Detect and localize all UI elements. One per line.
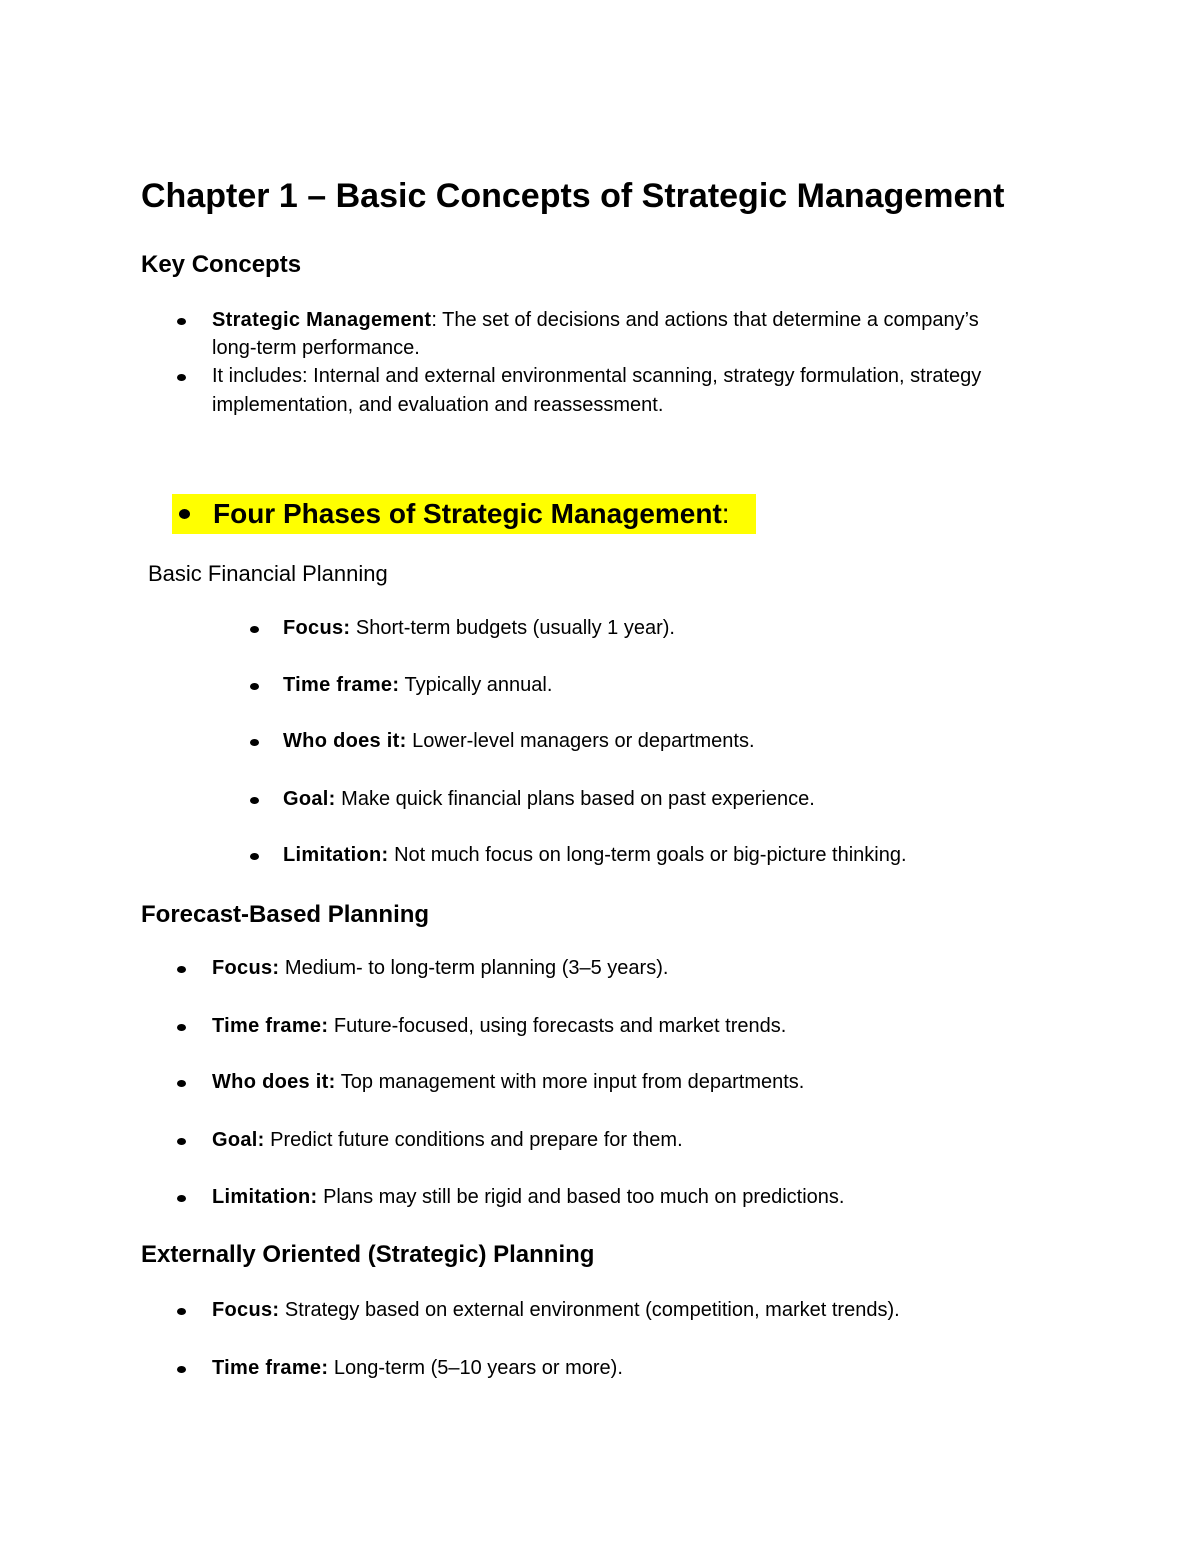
item-text: Long-term (5–10 years or more). [328,1357,623,1379]
item-text: Strategy based on external environment (competition, market trends). [279,1299,900,1321]
key-concepts-heading: Key Concepts [141,251,302,278]
bullet-icon [177,1080,186,1087]
item-label: Time frame: [212,1015,329,1037]
item-text-continued: long-term performance. [212,337,420,359]
basic-financial-heading: Basic Financial Planning [148,561,388,586]
bullet-icon [179,509,190,519]
item-text: Typically annual. [399,674,553,696]
item-text: Future-focused, using forecasts and market trends. [328,1015,787,1037]
bullet-icon [250,683,259,690]
item-label: Focus: [212,957,280,979]
item-text: Plans may still be rigid and based too much on predictions. [317,1186,845,1208]
four-phases-heading: Four Phases of Strategic Management [213,498,722,529]
item-text: Make quick financial plans based on past experience. [335,788,815,810]
forecast-based-heading: Forecast-Based Planning [141,901,430,928]
item-label: Focus: [212,1299,280,1321]
item-label: Time frame: [212,1357,329,1379]
item-text-continued: implementation, and evaluation and reassessment. [212,394,664,416]
item-text: Predict future conditions and prepare for them. [264,1129,683,1151]
externally-oriented-heading: Externally Oriented (Strategic) Planning [141,1241,595,1268]
bullet-icon [177,1195,186,1202]
bullet-icon [177,1138,186,1145]
item-label: Limitation: [283,844,389,866]
bullet-icon [177,318,186,325]
item-label: Who does it: [283,730,407,752]
item-text: Short-term budgets (usually 1 year). [350,617,675,639]
page-title: Chapter 1 – Basic Concepts of Strategic Management [141,177,1005,215]
item-text: Medium- to long-term planning (3–5 years). [279,957,669,979]
item-text: Lower-level managers or departments. [406,730,755,752]
bullet-icon [177,374,186,381]
item-text: : The set of decisions and actions that determine a company’s [431,309,979,331]
item-label: Time frame: [283,674,400,696]
bullet-icon [177,1308,186,1315]
item-text: It includes: Internal and external environmental scanning, strategy formulation, strategy [212,365,982,387]
term-label: Strategic Management [212,309,432,331]
bullet-icon [250,797,259,804]
item-label: Goal: [212,1129,265,1151]
item-text: Not much focus on long-term goals or big-picture thinking. [388,844,907,866]
four-phases-colon: : [721,498,730,529]
four-phases-highlight [172,494,756,534]
item-label: Goal: [283,788,336,810]
item-label: Limitation: [212,1186,318,1208]
bullet-icon [250,739,259,746]
item-label: Who does it: [212,1071,336,1093]
bullet-icon [250,626,259,633]
bullet-icon [177,1024,186,1031]
item-text: Top management with more input from departments. [335,1071,805,1093]
bullet-icon [177,966,186,973]
item-label: Focus: [283,617,351,639]
bullet-icon [250,853,259,860]
bullet-icon [177,1366,186,1373]
